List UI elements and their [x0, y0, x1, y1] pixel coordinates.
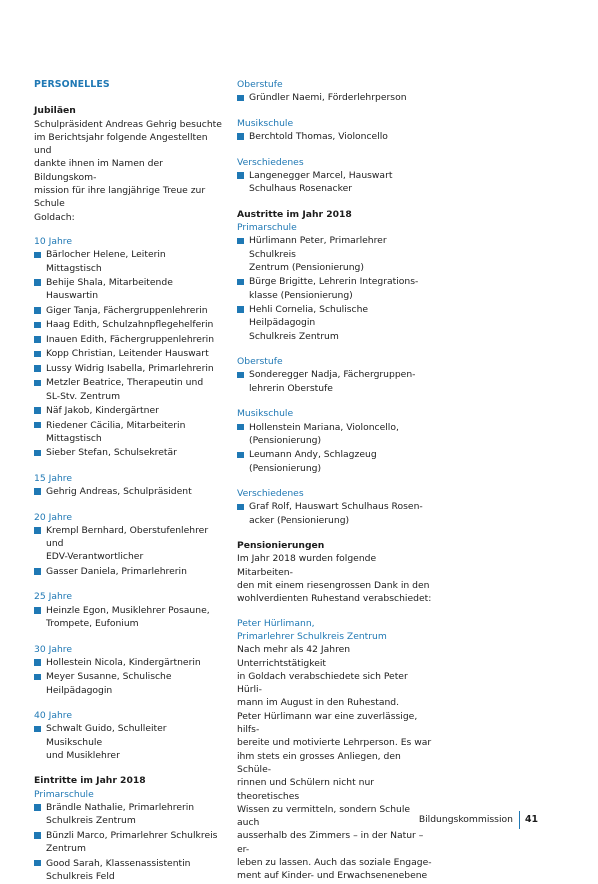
- person-name: Peter Hürlimann,: [237, 617, 315, 629]
- list-item-text: (Pensionierung): [249, 434, 322, 446]
- list-item: [34, 604, 224, 631]
- list-item: [34, 857, 224, 884]
- jubilaeen-groups: [34, 235, 224, 774]
- item-list: [34, 604, 224, 631]
- list-item-text: und Musiklehrer: [46, 749, 120, 761]
- list-item: [34, 276, 224, 303]
- body-line: mann im August in den Ruhestand.: [237, 697, 400, 709]
- list-item-text: Schulhaus Rosenacker: [249, 183, 353, 195]
- group-label: Verschiedenes: [237, 156, 304, 168]
- list-item-text: Gasser Daniela, Primarlehrerin: [46, 565, 187, 577]
- item-list: [237, 234, 433, 343]
- list-item-text: Bünzli Marco, Primarlehrer Schulkreis: [46, 829, 218, 841]
- list-item: [34, 722, 224, 762]
- list-item-text: Schwalt Guido, Schulleiter Musikschule: [46, 723, 167, 748]
- list-item: [237, 91, 433, 104]
- list-item-text: Metzler Beatrice, Therapeutin und: [46, 377, 204, 389]
- austritte-groups: [237, 221, 433, 539]
- list-item-text: acker (Pensionierung): [249, 514, 350, 526]
- list-item-text: Leumann Andy, Schlagzeug: [249, 449, 377, 461]
- spacer: [34, 224, 224, 235]
- spacer: [34, 698, 224, 709]
- jubilaeen-intro: Schulpräsident Andreas Gehrig besuchte im Berichtsjahr folgende Angestellten und dankte ihnen im Namen der Bildungskom- mission für ihre langjährige Treue zur Schule Goldach:: [34, 118, 222, 223]
- list-item-text: Zentrum (Pensionierung): [249, 261, 364, 273]
- spacer: [237, 197, 433, 208]
- list-item-text: Heinzle Egon, Musiklehrer Posaune,: [46, 604, 210, 616]
- spacer: [237, 606, 433, 617]
- group-label: 25 Jahre: [34, 591, 73, 603]
- person-body: [237, 643, 433, 882]
- list-item-text: Langenegger Marcel, Hauswart: [249, 169, 393, 181]
- body-line: ment auf Kinder- und Erwachsenenebene: [237, 870, 428, 882]
- item-list: [237, 368, 433, 395]
- list-item-text: Krempl Bernhard, Oberstufenlehrer und: [46, 524, 209, 550]
- list-item-text: Bürge Brigitte, Lehrerin Integrations-: [249, 276, 419, 288]
- footer-divider: [519, 811, 520, 829]
- body-line: leben zu lassen. Auch das soziale Engage-: [237, 857, 432, 869]
- list-item: [34, 829, 224, 856]
- spacer: [237, 476, 433, 487]
- list-item: [34, 333, 224, 346]
- page-number: 41: [524, 814, 538, 826]
- item-list: [237, 421, 433, 475]
- eintritte-heading: Eintritte im Jahr 2018: [34, 775, 146, 787]
- spacer: [237, 396, 433, 407]
- item-list: [237, 500, 433, 527]
- spacer: [237, 106, 433, 117]
- list-item-text: Kopp Christian, Leitender Hauswart: [46, 348, 209, 360]
- list-item-text: lehrerin Oberstufe: [249, 382, 333, 394]
- group-label: 20 Jahre: [34, 511, 73, 523]
- list-item-text: Hehli Cornelia, Schulische Heilpädagogin: [249, 304, 369, 329]
- spacer: [34, 579, 224, 590]
- group-label: Primarschule: [34, 788, 94, 800]
- body-line: ausserhalb des Zimmers – in der Natur – er-: [237, 830, 424, 855]
- list-item: [237, 234, 433, 274]
- jubilaeen-heading: Jubiläen: [34, 105, 76, 117]
- body-line: Peter Hürlimann war eine zuverlässige, hilfs-: [237, 710, 418, 736]
- person-heading: [237, 617, 433, 644]
- list-item: [237, 500, 433, 527]
- item-list: [34, 801, 224, 883]
- group-label: Musikschule: [237, 117, 294, 129]
- pensionierungen-intro: Im Jahr 2018 wurden folgende Mitarbeiten- den mit einem riesengrossen Dank in den wohlverdienten Ruhestand verabschiedet:: [237, 553, 432, 605]
- body-line: Wissen zu vermitteln, sondern Schule auch: [237, 803, 411, 829]
- list-item: [34, 656, 224, 669]
- right-column: [237, 78, 433, 883]
- list-item-text: Hollestein Nicola, Kindergärtnerin: [46, 656, 201, 668]
- eintritte-block: [34, 774, 224, 883]
- list-item: [237, 368, 433, 395]
- body-line: Nach mehr als 42 Jahren Unterrichtstätigkeit: [237, 644, 351, 669]
- list-item-text: Mittagstisch: [46, 432, 102, 444]
- austritte-heading: Austritte im Jahr 2018: [237, 208, 352, 220]
- list-item: [34, 565, 224, 578]
- group-label: Oberstufe: [237, 79, 283, 90]
- list-item-text: Trompete, Eufonium: [46, 618, 139, 630]
- list-item-text: Sieber Stefan, Schulsekretär: [46, 447, 177, 459]
- footer-label: Bildungskommission: [418, 814, 513, 826]
- list-item-text: klasse (Pensionierung): [249, 289, 353, 301]
- group-label: Primarschule: [237, 221, 297, 233]
- list-item-text: Gehrig Andreas, Schulpräsident: [46, 486, 192, 498]
- left-column: [34, 78, 224, 884]
- list-item: [34, 304, 224, 317]
- spacer: [237, 344, 433, 355]
- list-item: [34, 419, 224, 446]
- list-item: [34, 485, 224, 498]
- item-list: [34, 248, 224, 459]
- list-item: [34, 347, 224, 360]
- list-item: [34, 404, 224, 417]
- list-item-text: Schulkreis Feld: [46, 870, 115, 882]
- group-label: 40 Jahre: [34, 710, 73, 722]
- item-list: [237, 169, 433, 196]
- item-list: [237, 130, 433, 143]
- list-item-text: Berchtold Thomas, Violoncello: [249, 131, 388, 143]
- list-item: [34, 318, 224, 331]
- group-label: 15 Jahre: [34, 472, 73, 484]
- list-item: [237, 169, 433, 196]
- body-line: in Goldach verabschiedete sich Peter Hürli-: [237, 670, 408, 696]
- body-line: ihm stets ein grosses Anliegen, den Schüle-: [237, 750, 401, 775]
- list-item-text: Good Sarah, Klassenassistentin: [46, 857, 191, 869]
- list-item: [237, 130, 433, 143]
- eintritte-groups-left: [34, 788, 224, 883]
- item-list: [34, 656, 224, 697]
- list-item-text: Schulkreis Zentrum: [249, 330, 339, 342]
- list-item-text: Haag Edith, Schulzahnpflegehelferin: [46, 319, 214, 331]
- list-item: [34, 376, 224, 403]
- list-item-text: Giger Tanja, Fächergruppenlehrerin: [46, 304, 208, 316]
- list-item-text: Näf Jakob, Kindergärtner: [46, 405, 159, 417]
- list-item-text: Lussy Widrig Isabella, Primarlehrerin: [46, 362, 214, 374]
- item-list: [34, 524, 224, 578]
- item-list: [34, 722, 224, 762]
- list-item: [237, 421, 433, 448]
- group-label: Oberstufe: [237, 356, 283, 368]
- spacer: [237, 145, 433, 156]
- list-item-text: EDV-Verantwortlicher: [46, 551, 144, 563]
- item-list: [34, 485, 224, 498]
- list-item: [34, 446, 224, 459]
- list-item-text: Meyer Susanne, Schulische Heilpädagogin: [46, 671, 172, 696]
- list-item-text: Hürlimann Peter, Primarlehrer Schulkreis: [249, 235, 387, 260]
- item-list: [237, 91, 433, 104]
- list-item: [237, 448, 433, 475]
- group-label: 30 Jahre: [34, 643, 73, 655]
- list-item: [237, 275, 433, 302]
- group-label: Musikschule: [237, 408, 294, 420]
- list-item-text: Graf Rolf, Hauswart Schulhaus Rosen-: [249, 501, 423, 513]
- list-item-text: Sonderegger Nadja, Fächergruppen-: [249, 369, 416, 381]
- list-item-text: Riedener Cäcilia, Mitarbeiterin: [46, 419, 186, 431]
- list-item: [34, 524, 224, 564]
- list-item-text: Hollenstein Mariana, Violoncello,: [249, 421, 399, 433]
- list-item-text: (Pensionierung): [249, 462, 322, 474]
- group-label: 10 Jahre: [34, 235, 73, 247]
- list-item: [34, 362, 224, 375]
- list-item-text: SL-Stv. Zentrum: [46, 390, 121, 402]
- spacer: [34, 763, 224, 774]
- list-item-text: Bärlocher Helene, Leiterin Mittagstisch: [46, 249, 166, 274]
- list-item-text: Brändle Nathalie, Primarlehrerin: [46, 802, 195, 814]
- pensionierungen-heading: Pensionierungen: [237, 540, 325, 552]
- body-line: rinnen und Schülern nicht nur theoretisches: [237, 777, 375, 802]
- list-item-text: Zentrum: [46, 843, 86, 855]
- list-item-text: Schulkreis Zentrum: [46, 815, 136, 827]
- list-item-text: Gründler Naemi, Förderlehrperson: [249, 92, 407, 104]
- list-item-text: Inauen Edith, Fächergruppenlehrerin: [46, 333, 215, 345]
- group-label: Verschiedenes: [237, 488, 304, 500]
- spacer: [34, 461, 224, 472]
- list-item-text: Behije Shala, Mitarbeitende Hauswartin: [46, 277, 173, 302]
- eintritte-groups-right: [237, 78, 433, 208]
- spacer: [34, 500, 224, 511]
- list-item: [34, 801, 224, 828]
- spacer: [237, 528, 433, 539]
- spacer: [34, 632, 224, 643]
- list-item: [34, 248, 224, 275]
- list-item: [34, 670, 224, 697]
- list-item: [237, 303, 433, 343]
- person-role: Primarlehrer Schulkreis Zentrum: [237, 630, 387, 642]
- section-title: PERSONELLES: [34, 79, 110, 90]
- body-line: bereite und motivierte Lehrperson. Es war: [237, 737, 432, 749]
- page-footer: [419, 811, 538, 829]
